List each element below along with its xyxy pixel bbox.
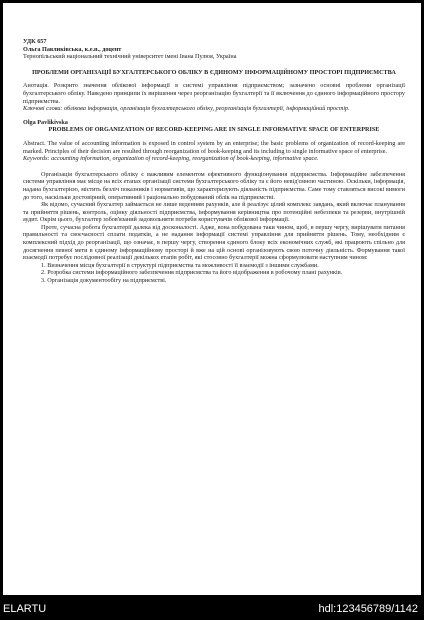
- list-item-1: 1. Визначення місця бухгалтерії в структурі підприємства та можливості її взаємодії з іншими службами.: [41, 261, 319, 269]
- body-paragraph-3: Проте, сучасна робота бухгалтерії далека від досконалості. Адже, вона побудована таки чином, щоб, в першу чергу, вирішувати питання правильності та своєчасності сплати податків, а не надання інформації системі управління для прийняття рішень. Тому, необхідним є комплексний підхід до реорганізації, що означає, в першу чергу, створення єдиного блоку всіх економічних служб, які працюють спільно для досягнення певної мети в єдиному інформаційному просторі й вже на цій основі організовують свою поточну діяльність. Формування такої взаємодії потребує послідовної реалізації декількох етапів робіт, які стосовно бухгалтерії можна сформулювати наступним чином:: [23, 223, 405, 262]
- repository-label: ELARTU: [3, 603, 47, 615]
- document-page: [3, 3, 421, 595]
- viewer-footer-bar: [0, 599, 424, 620]
- body-paragraph-2: Як відомо, сучасний бухгалтер займається не лише веденням рахунків, але й реалізує цілий комплекс завдань, який включає планування та прийняття рішень, контроль, оцінку діяльності підприємства, інформування керівництва про потенційні небезпеки та резерви, внутрішній аудит. Окрім цього, бухгалтер зобов'язаний задовольняти потреби користувачів облікової інформації.: [23, 201, 405, 224]
- page-content: [23, 38, 405, 285]
- abstract-en: Abstract. The value of accounting information is exposed in control system by an enterprise; the basic problems of organization of record-keeping are marked. Principles of their decision are resulted through reorganization of book-keeping and its including to single informative space of enterprise.: [23, 139, 405, 155]
- udc-code: УДК 657: [23, 38, 47, 45]
- list-item-3: 3. Організація документообігу на підприємстві.: [41, 277, 167, 285]
- author-en: Olga Pavlikivska: [23, 118, 68, 126]
- affiliation: Тернопільський національний технічний університет імені Івана Пулюя, Україна: [23, 53, 237, 61]
- keywords-ua: Ключові слова: облікова інформація, організація бухгалтерського обліку, реорганізація бухгалтерії, інформаційний простір.: [23, 105, 350, 113]
- title-ua: ПРОБЛЕМИ ОРГАНІЗАЦІЇ БУХГАЛТЕРСЬКОГО ОБЛІКУ В ЄДИНОМУ ІНФОРМАЦІЙНОМУ ПРОСТОРІ ПІДПРИЄМСТВА: [32, 68, 396, 76]
- list-item-2: 2. Розробка системи інформаційного забезпечення підприємства та його відображення в робочому плані рахунків.: [41, 269, 343, 277]
- keywords-en: Keywords: accounting information, organization of record-keeping, reorganization of book-keeping, informative space.: [23, 155, 319, 163]
- handle-id: hdl:123456789/1142: [318, 603, 418, 615]
- author-line: Ольга Павликівська, к.е.н., доцент: [23, 45, 122, 53]
- title-en: PROBLEMS OF ORGANIZATION OF RECORD-KEEPING ARE IN SINGLE INFORMATIVE SPACE OF ENTERPRISE: [48, 126, 380, 134]
- abstract-ua: Анотація. Розкрито значення облікової інформації в системі управління підприємством; зазначено основні проблеми організації бухгалтерського обліку. Наведено принципи їх вирішення через реорганізацію бухгалтерії та її включення до єдиного інформаційного простору підприємства.: [23, 82, 405, 105]
- body-paragraph-1: Організація бухгалтерського обліку є важливим елементом ефективного функціонування підприємства. Інформаційне забезпечення системи управління має місце на всіх етапах організації системи бухгалтерського обліку та є його невід'ємною частиною. Оскільки, інформація, надана бухгалтерією, містить безліч показників і нормативів, що характеризують діяльність підприємства. Саме тому ставляться високі вимоги до того, наскільки достовірний, оперативний і раціонально побудований облік на підприємстві.: [23, 170, 405, 201]
